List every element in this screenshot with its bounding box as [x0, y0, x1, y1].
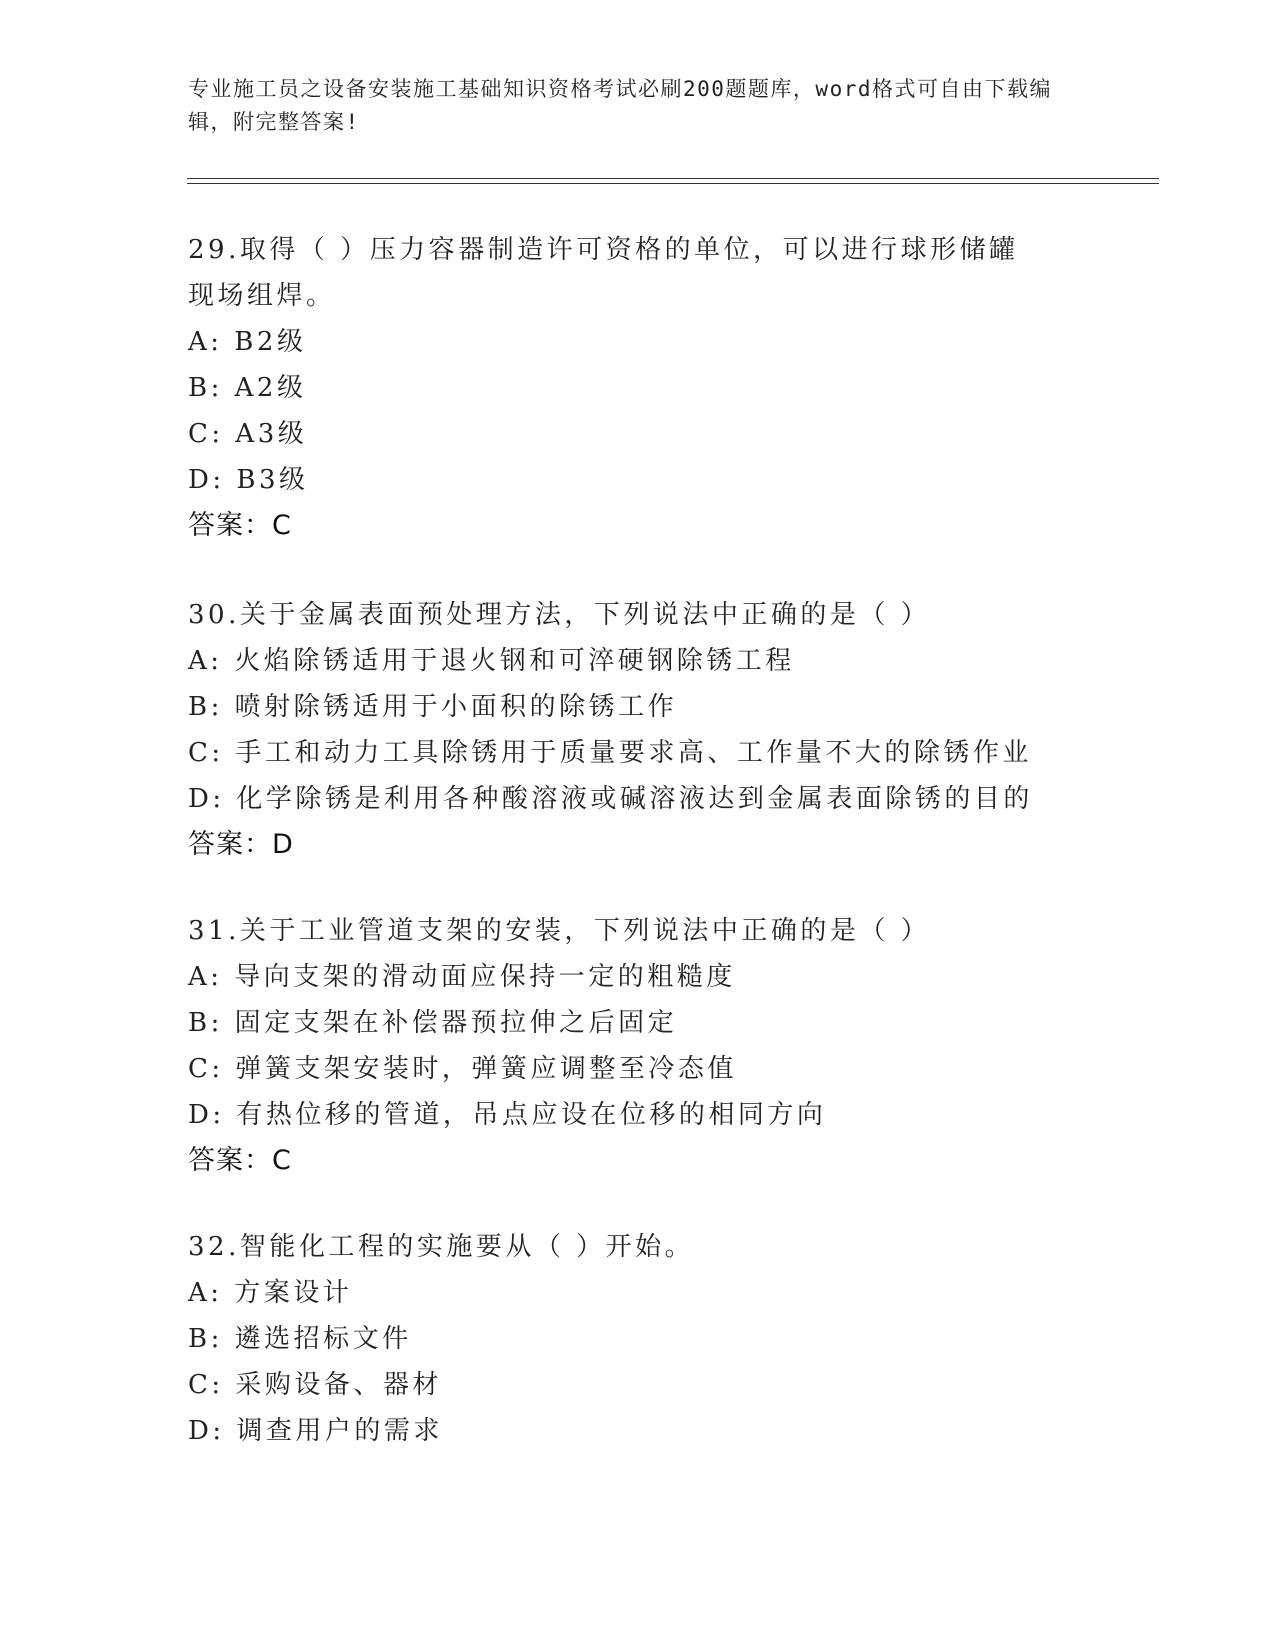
option-a: A: 导向支架的滑动面应保持一定的粗糙度	[188, 962, 736, 992]
option-b: B: A2级	[188, 373, 307, 403]
option-c: C: A3级	[188, 419, 308, 449]
question-32	[188, 1224, 1088, 1454]
option-b: B: 喷射除锈适用于小面积的除锈工作	[188, 692, 678, 722]
option-a: A: B2级	[188, 327, 307, 357]
header-divider-top	[187, 178, 1159, 179]
question-30	[188, 592, 1088, 868]
option-d: D: 化学除锈是利用各种酸溶液或碱溶液达到金属表面除锈的目的	[188, 784, 1033, 814]
option-a: A: 方案设计	[188, 1278, 353, 1308]
question-29	[188, 227, 1088, 549]
option-c: C: 采购设备、器材	[188, 1370, 442, 1400]
header-divider-bottom	[187, 183, 1159, 184]
option-c: C: 手工和动力工具除锈用于质量要求高、工作量不大的除锈作业	[188, 738, 1032, 768]
document-header-title: 专业施工员之设备安装施工基础知识资格考试必刷200题题库，word格式可自由下载编辑，附完整答案!	[188, 77, 1052, 134]
answer-label: 答案：C	[188, 510, 292, 541]
option-b: B: 固定支架在补偿器预拉伸之后固定	[188, 1008, 678, 1038]
answer-label: 答案：C	[188, 1145, 292, 1176]
question-stem: 29.取得（ ）压力容器制造许可资格的单位，可以进行球形储罐现场组焊。	[188, 235, 1019, 311]
option-d: D: B3级	[188, 465, 309, 495]
question-stem: 31.关于工业管道支架的安装，下列说法中正确的是（ ）	[188, 916, 931, 946]
option-d: D: 调查用户的需求	[188, 1416, 443, 1446]
question-stem: 32.智能化工程的实施要从（ ）开始。	[188, 1232, 695, 1262]
option-d: D: 有热位移的管道，吊点应设在位移的相同方向	[188, 1100, 827, 1130]
option-b: B: 遴选招标文件	[188, 1324, 412, 1354]
option-a: A: 火焰除锈适用于退火钢和可淬硬钢除锈工程	[188, 646, 795, 676]
question-stem: 30.关于金属表面预处理方法，下列说法中正确的是（ ）	[188, 600, 931, 630]
option-c: C: 弹簧支架安装时，弹簧应调整至冷态值	[188, 1054, 737, 1084]
question-31	[188, 908, 1088, 1184]
answer-label: 答案：D	[188, 829, 294, 860]
